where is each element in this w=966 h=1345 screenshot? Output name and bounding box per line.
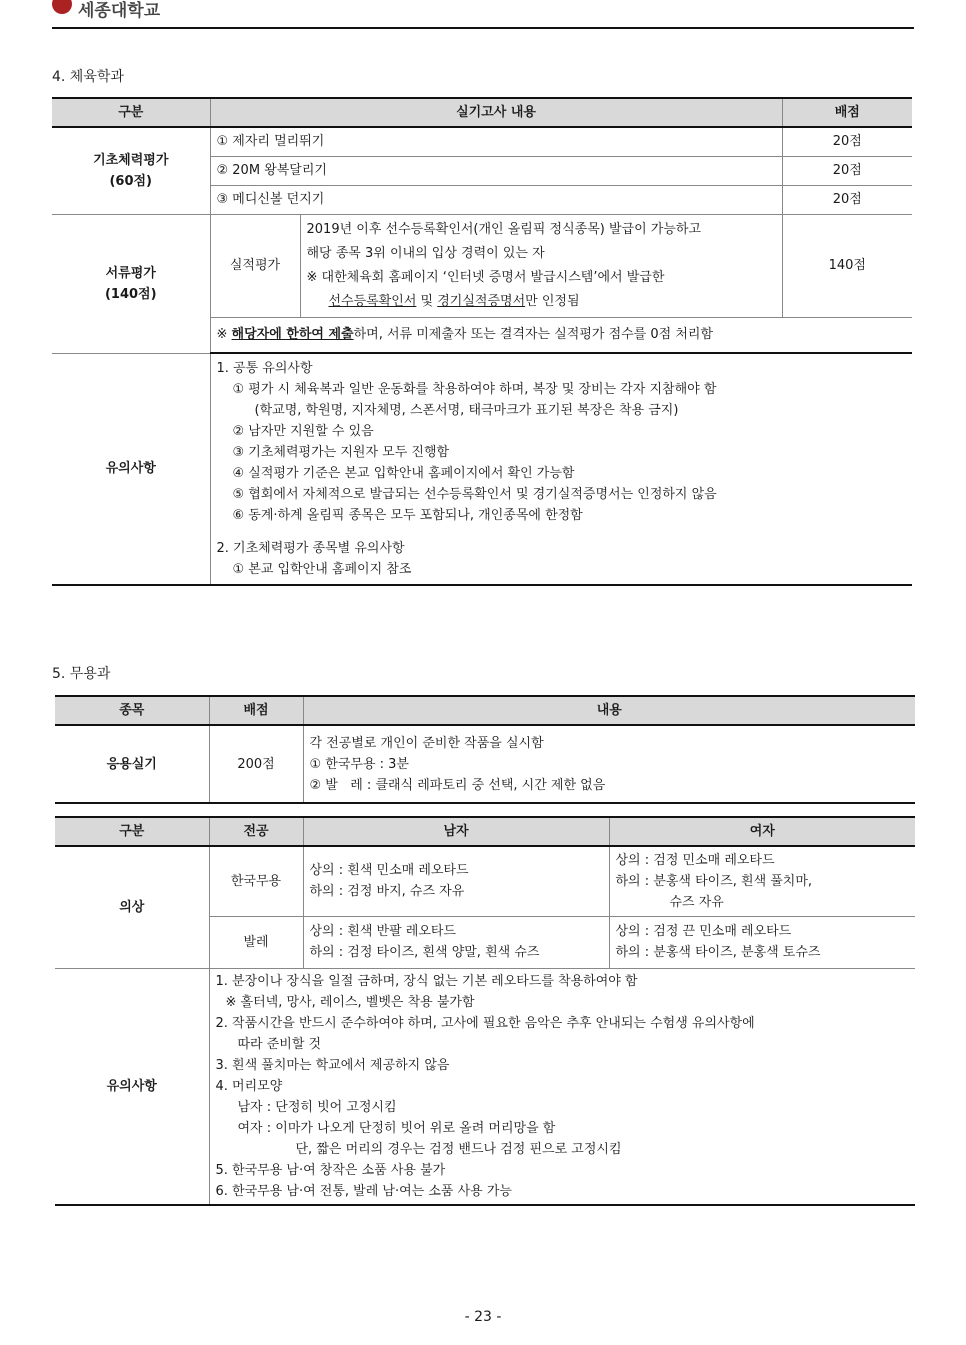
cautions-label: 유의사항 — [52, 353, 210, 585]
ballet-female-costume: 상의 : 검정 끈 민소매 레오타드 하의 : 분홍색 타이즈, 분홍색 토슈즈 — [609, 916, 915, 968]
dance-exam-table — [55, 695, 915, 804]
costume-label: 의상 — [55, 846, 209, 968]
basic-item: ③ 메디신볼 던지기 — [210, 185, 782, 214]
pe-exam-table — [52, 97, 912, 586]
col-header-major: 전공 — [209, 817, 303, 846]
achievement-eval-label: 실적평가 — [210, 214, 300, 317]
korean-male-costume: 상의 : 흰색 민소매 레오타드 하의 : 검정 바지, 슈즈 자유 — [303, 846, 609, 916]
col-header-female: 여자 — [609, 817, 915, 846]
page-number: - 23 - — [464, 1309, 502, 1325]
basic-score: 20점 — [782, 127, 912, 156]
document-score: 140점 — [782, 214, 912, 317]
col-header-content: 실기고사 내용 — [210, 98, 782, 127]
col-header-score: 배점 — [782, 98, 912, 127]
costume-table — [55, 816, 915, 1206]
achievement-eval-content: 2019년 이후 선수등록확인서(개인 올림픽 정식종목) 발급이 가능하고 해당 종목 3위 이내의 입상 경력이 있는 자 ※ 대한체육회 홈페이지 ‘인터넷 증명서 발급시스템’에서 발급한 선수등록확인서 및 경기실적증명서만 인정됨 — [300, 214, 782, 317]
university-logo-icon — [52, 0, 72, 14]
cautions-content: 1. 공통 유의사항 ① 평가 시 체육복과 일반 운동화를 착용하여야 하며, 복장 및 장비는 각자 지참해야 함 (학교명, 학원명, 지자체명, 스폰서명, 태극마크가 표기된 복장은 착용 금지) ② 남자만 지원할 수 있음 ③ 기초체력평가는 지원자 모두 진행함 ④ 실적평가 기준은 본교 입학안내 홈페이지에서 확인 가능함 ⑤ 협회에서 자체적으로 발급되는 선수등록확인서 및 경기실적증명서는 인정하지 않음 ⑥ 동계·하계 올림픽 종목은 모두 포함되나, 개인종목에 한정함 2. 기초체력평가 종목별 유의사항 ① 본교 입학안내 홈페이지 참조 — [210, 353, 912, 585]
applied-practice-content: 각 전공별로 개인이 준비한 작품을 실시함 ① 한국무용 : 3분 ② 발 레 : 클래식 레파토리 중 선택, 시간 제한 없음 — [303, 725, 915, 803]
dance-cautions-label: 유의사항 — [55, 968, 209, 1205]
basic-fitness-label: 기초체력평가 (60점) — [52, 127, 210, 214]
basic-item: ② 20M 왕복달리기 — [210, 156, 782, 185]
major-ballet: 발레 — [209, 916, 303, 968]
document-eval-label: 서류평가 (140점) — [52, 214, 210, 353]
basic-score: 20점 — [782, 156, 912, 185]
basic-score: 20점 — [782, 185, 912, 214]
col-header-event: 종목 — [55, 696, 209, 725]
applied-practice-label: 응용실기 — [55, 725, 209, 803]
col-header-male: 남자 — [303, 817, 609, 846]
dance-cautions-content: 1. 분장이나 장식을 일절 금하며, 장식 없는 기본 레오타드를 착용하여야 함 ※ 홀터넥, 망사, 레이스, 벨벳은 착용 불가함 2. 작품시간을 반드시 준수하여야 하며, 고사에 필요한 음악은 추후 안내되는 수험생 유의사항에 따라 준비할 것 3. 흰색 풀치마는 학교에서 제공하지 않음 4. 머리모양 남자 : 단정히 빗어 고정시킴 여자 : 이마가 나오게 단정히 빗어 위로 올려 머리망을 함 단, 짧은 머리의 경우는 검정 밴드나 검정 핀으로 고정시킴 5. 한국무용 남·여 창작은 소품 사용 불가 6. 한국무용 남·여 전통, 발레 남·여는 소품 사용 가능 — [209, 968, 915, 1205]
ballet-male-costume: 상의 : 흰색 반팔 레오타드 하의 : 검정 타이즈, 흰색 양말, 흰색 슈즈 — [303, 916, 609, 968]
section-title-pe: 4. 체육학과 — [52, 69, 124, 85]
major-korean-dance: 한국무용 — [209, 846, 303, 916]
col-header-score: 배점 — [209, 696, 303, 725]
col-header-category: 구분 — [52, 98, 210, 127]
page-header — [52, 0, 914, 29]
col-header-category: 구분 — [55, 817, 209, 846]
col-header-content: 내용 — [303, 696, 915, 725]
logo-text: 세종대학교 — [78, 1, 161, 21]
basic-item: ① 제자리 멀리뛰기 — [210, 127, 782, 156]
korean-female-costume: 상의 : 검정 민소매 레오타드 하의 : 분홍색 타이즈, 흰색 풀치마, 슈즈 자유 — [609, 846, 915, 916]
section-title-dance: 5. 무용과 — [52, 666, 111, 682]
applied-practice-score: 200점 — [209, 725, 303, 803]
submission-note: ※ 해당자에 한하여 제출하며, 서류 미제출자 또는 결격자는 실적평가 점수를 0점 처리함 — [210, 317, 912, 353]
